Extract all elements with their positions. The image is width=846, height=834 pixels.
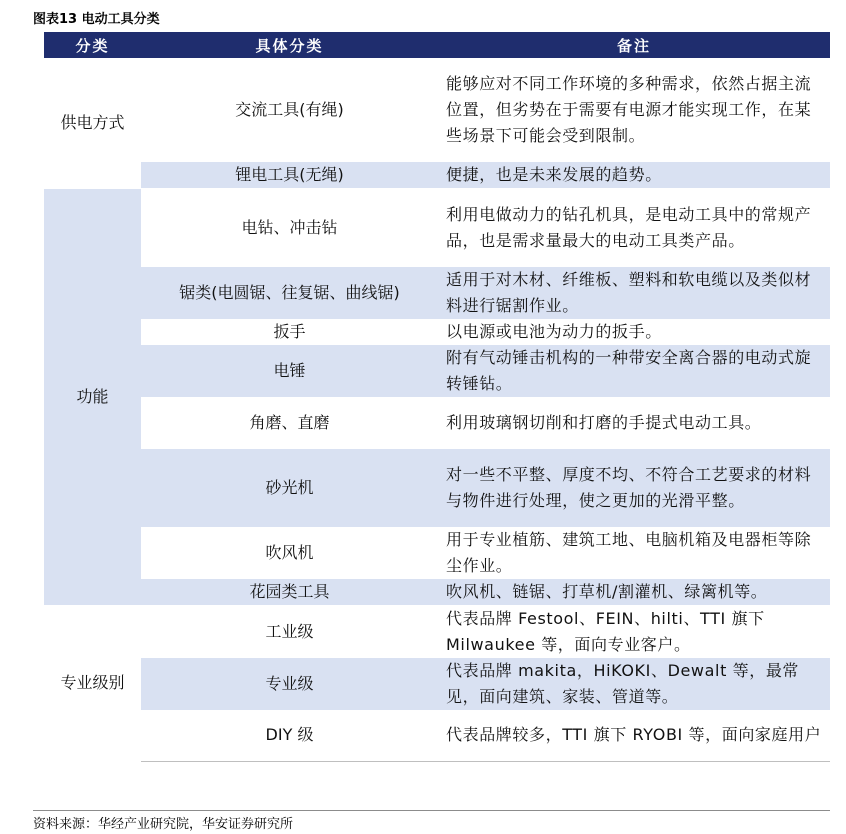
subcategory-cell: 砂光机 [141,449,438,527]
note-cell: 适用于对木材、纤维板、塑料和软电缆以及类似材料进行锯割作业。 [438,267,830,319]
table-row [44,319,830,345]
table-row [44,710,830,762]
note-cell: 对一些不平整、厚度不均、不符合工艺要求的材料与物件进行处理，使之更加的光滑平整。 [438,449,830,527]
note-cell: 利用电做动力的钻孔机具，是电动工具中的常规产品，也是需求量最大的电动工具类产品。 [438,189,830,267]
note-cell: 附有气动锤击机构的一种带安全离合器的电动式旋转锤钻。 [438,345,830,397]
note-cell: 以电源或电池为动力的扳手。 [438,319,830,345]
figure-title: 图表13 电动工具分类 [33,12,160,27]
table-header-row [44,32,830,58]
note-cell: 吹风机、链锯、打草机/割灌机、绿篱机等。 [438,579,830,606]
table-row [44,267,830,319]
subcategory-cell: 电锤 [141,345,438,397]
source-note: 资料来源：华经产业研究院，华安证券研究所 [33,817,294,832]
note-cell: 代表品牌较多，TTI 旗下 RYOBI 等，面向家庭用户 [438,710,830,762]
table-row [44,449,830,527]
note-cell: 便捷，也是未来发展的趋势。 [438,162,830,189]
category-cell: 供电方式 [44,58,141,189]
note-cell: 代表品牌 makita，HiKOKI、Dewalt 等，最常见，面向建筑、家装、管道等。 [438,658,830,710]
subcategory-cell: 专业级 [141,658,438,710]
subcategory-cell: 锯类(电圆锯、往复锯、曲线锯) [141,267,438,319]
subcategory-cell: 花园类工具 [141,579,438,606]
table-row [44,162,830,189]
table-row [44,658,830,710]
subcategory-cell: 角磨、直磨 [141,397,438,449]
table-row [44,527,830,579]
note-cell: 能够应对不同工作环境的多种需求，依然占据主流位置，但劣势在于需要有电源才能实现工作，在某些场景下可能会受到限制。 [438,58,830,162]
table-row [44,397,830,449]
subcategory-cell: 工业级 [141,605,438,658]
subcategory-cell: 吹风机 [141,527,438,579]
category-cell: 专业级别 [44,605,141,762]
table-row [44,58,830,162]
header-note: 备注 [438,32,830,58]
table-row [44,605,830,658]
table-row [44,189,830,267]
header-subcategory: 具体分类 [141,32,438,58]
classification-table [44,32,830,762]
note-cell: 用于专业植筋、建筑工地、电脑机箱及电器柜等除尘作业。 [438,527,830,579]
subcategory-cell: 电钻、冲击钻 [141,189,438,267]
table-row [44,579,830,606]
subcategory-cell: 锂电工具(无绳) [141,162,438,189]
note-cell: 代表品牌 Festool、FEIN、hilti、TTI 旗下 Milwaukee 等，面向专业客户。 [438,605,830,658]
footer-divider [33,810,830,811]
subcategory-cell: DIY 级 [141,710,438,762]
table-row [44,345,830,397]
subcategory-cell: 交流工具(有绳) [141,58,438,162]
note-cell: 利用玻璃钢切削和打磨的手提式电动工具。 [438,397,830,449]
header-category: 分类 [44,32,141,58]
category-cell: 功能 [44,189,141,606]
subcategory-cell: 扳手 [141,319,438,345]
